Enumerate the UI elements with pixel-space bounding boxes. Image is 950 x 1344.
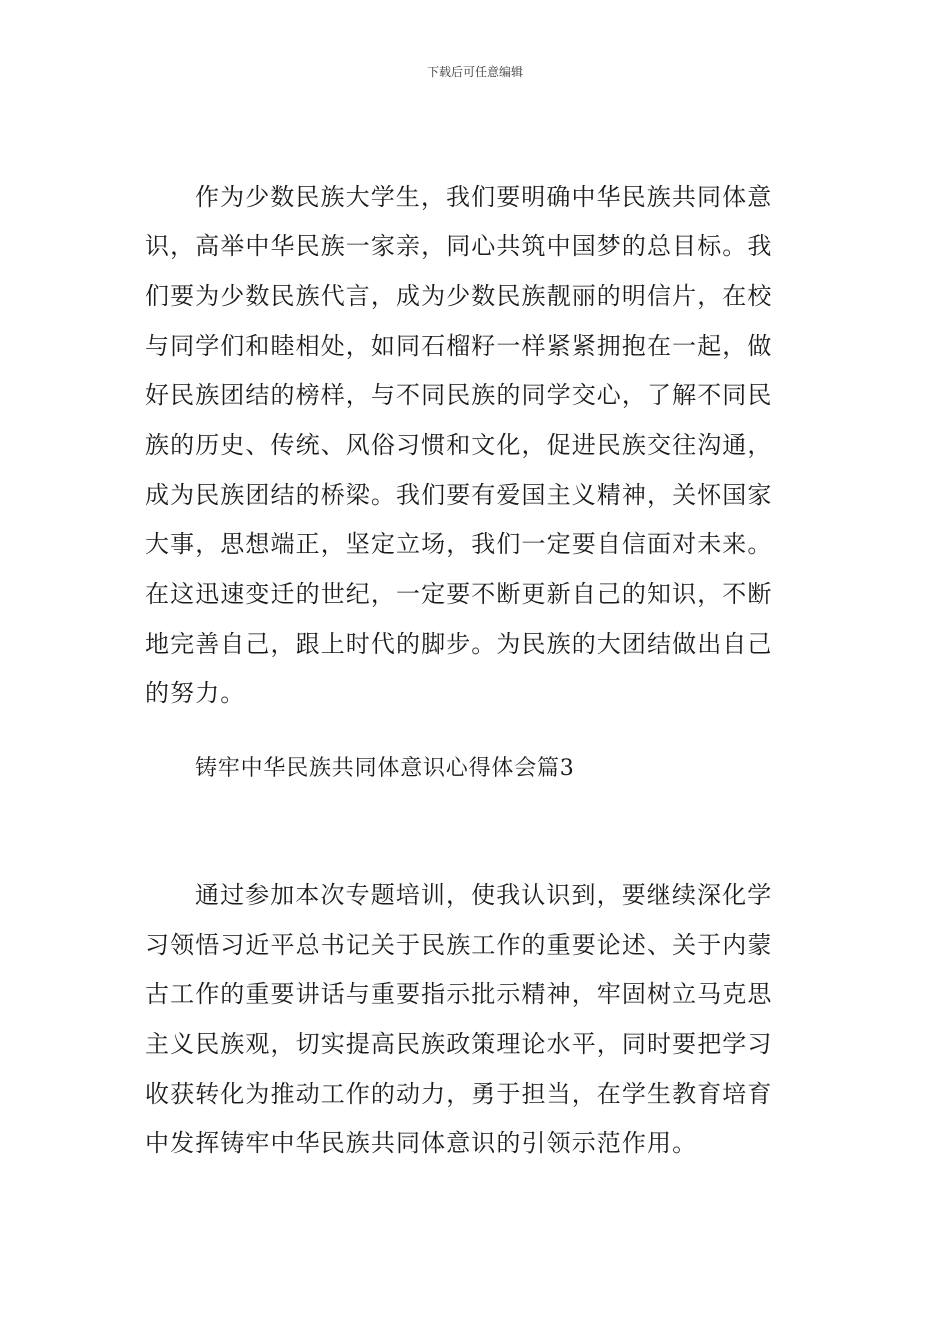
- paragraph-line: 作为少数民族大学生，我们要明确中华民族共同体意: [195, 183, 773, 211]
- paragraph-line: 习领悟习近平总书记关于民族工作的重要论述、关于内蒙: [145, 931, 773, 959]
- paragraph-line: 的努力。: [145, 679, 246, 707]
- paragraph-line: 主义民族观，切实提高民族政策理论水平，同时要把学习: [145, 1030, 773, 1058]
- paragraph-line: 大事，思想端正，坚定立场，我们一定要自信面对未来。: [145, 530, 773, 558]
- paragraph-line: 通过参加本次专题培训，使我认识到，要继续深化学: [195, 881, 773, 909]
- paragraph-line: 古工作的重要讲话与重要指示批示精神，牢固树立马克思: [145, 980, 773, 1008]
- paragraph-line: 成为民族团结的桥梁。我们要有爱国主义精神，关怀国家: [145, 481, 773, 509]
- paragraph-line: 族的历史、传统、风俗习惯和文化，促进民族交往沟通，: [145, 431, 773, 459]
- paragraph-line: 与同学们和睦相处，如同石榴籽一样紧紧拥抱在一起，做: [145, 332, 773, 360]
- paragraph-line: 好民族团结的榜样，与不同民族的同学交心，了解不同民: [145, 381, 773, 409]
- paragraph-line: 中发挥铸牢中华民族共同体意识的引领示范作用。: [145, 1129, 698, 1157]
- paragraph-line: 识，高举中华民族一家亲，同心共筑中国梦的总目标。我: [145, 232, 773, 260]
- section-heading: 铸牢中华民族共同体意识心得体会篇3: [195, 756, 575, 781]
- page-header-note: 下载后可任意编辑: [426, 65, 523, 79]
- paragraph-line: 在这迅速变迁的世纪，一定要不断更新自己的知识，不断: [145, 580, 773, 608]
- paragraph-line: 们要为少数民族代言，成为少数民族靓丽的明信片，在校: [145, 282, 773, 310]
- paragraph-line: 地完善自己，跟上时代的脚步。为民族的大团结做出自己: [145, 630, 773, 658]
- paragraph-line: 收获转化为推动工作的动力，勇于担当，在学生教育培育: [145, 1080, 773, 1108]
